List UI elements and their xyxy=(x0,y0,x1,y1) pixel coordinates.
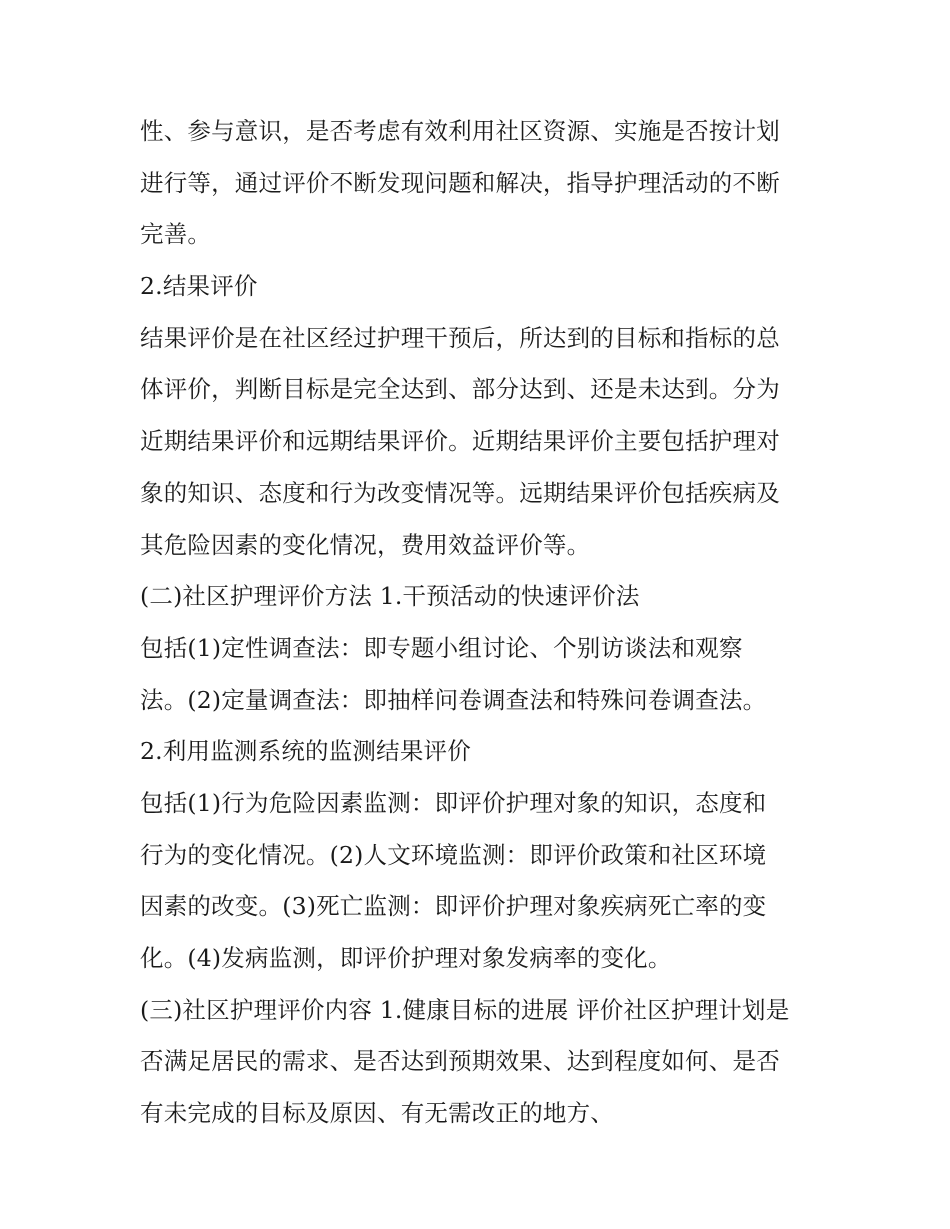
text-line: 体评价，判断目标是完全达到、部分达到、还是未达到。分为 xyxy=(140,375,780,404)
section-heading: 2.结果评价 xyxy=(140,272,258,301)
text-line: 因素的改变。(3)死亡监测：即评价护理对象疾病死亡率的变 xyxy=(140,892,767,921)
text-line: 化。(4)发病监测，即评价护理对象发病率的变化。 xyxy=(140,944,672,972)
text-line: 有未完成的目标及原因、有无需改正的地方、 xyxy=(140,1099,614,1128)
text-line: 包括(1)行为危险因素监测：即评价护理对象的知识，态度和 xyxy=(140,788,767,817)
text-line: 行为的变化情况。(2)人文环境监测：即评价政策和社区环境 xyxy=(140,840,767,869)
section-heading: (三)社区护理评价内容 1.健康目标的进展 评价社区护理计划是 xyxy=(140,995,790,1024)
text-line: 否满足居民的需求、是否达到预期效果、达到程度如何、是否 xyxy=(140,1047,780,1076)
text-line: 进行等，通过评价不断发现问题和解决，指导护理活动的不断 xyxy=(140,168,780,197)
section-heading: 2.利用监测系统的监测结果评价 xyxy=(140,737,471,766)
text-line: 其危险因素的变化情况，费用效益评价等。 xyxy=(140,530,591,559)
text-line: 完善。 xyxy=(140,220,212,249)
text-line: 包括(1)定性调查法：即专题小组讨论、个别访谈法和观察 xyxy=(140,633,743,662)
document-body xyxy=(140,106,830,1140)
text-line: 近期结果评价和远期结果评价。近期结果评价主要包括护理对 xyxy=(140,427,780,456)
text-line: 象的知识、态度和行为改变情况等。远期结果评价包括疾病及 xyxy=(140,478,780,507)
text-line: 法。(2)定量调查法：即抽样问卷调查法和特殊问卷调查法。 xyxy=(140,685,767,714)
text-line: 性、参与意识，是否考虑有效利用社区资源、实施是否按计划 xyxy=(140,117,780,145)
text-line: 结果评价是在社区经过护理干预后，所达到的目标和指标的总 xyxy=(140,323,780,352)
section-heading: (二)社区护理评价方法 1.干预活动的快速评价法 xyxy=(140,582,640,611)
